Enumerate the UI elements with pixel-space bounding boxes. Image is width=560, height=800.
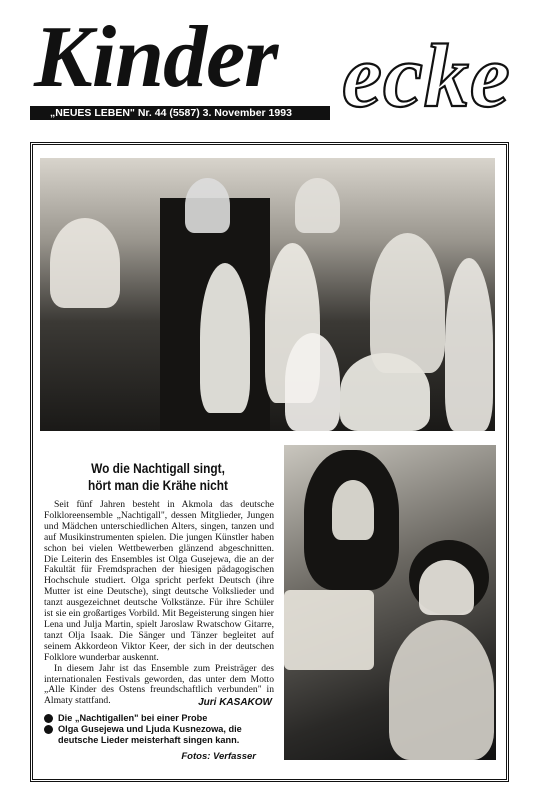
headline-line-2: hört man die Krähe nicht — [88, 478, 228, 493]
masthead-title-kinder: Kinder — [34, 9, 278, 106]
photo-figure — [389, 620, 494, 760]
caption-item — [44, 713, 276, 724]
photo-figure — [295, 178, 340, 233]
woman-and-girl-photo — [284, 445, 496, 760]
article-paragraph-1: Seit fünf Jahren besteht in Akmola das deutsche Folkloreensemble „Nachtigall", dessen Mitglieder, Jungen und Mädchen unterschiedlichen Alters, singen, tanzen und auf Musikinstrumenten spielen. Die jungen Künstler haben schon bei vielen Wettbewerben glänzend abgeschnitten. Die Leiterin des Ensembles ist Olga Gusejewa, die an der Fakultät für Fremdsprachen der hiesigen pädagogischen Hochschule studiert. Olga spricht perfekt Deutsch (ihre Mutter ist eine Deutsche), singt deutsche Volkslieder und tanzt ausgezeichnet deutsche Volkstänze. Für ihre Schüler ist sie ein großartiges Vorbild. Mit Begeisterung singen hier Lena und Julja Martin, spielt Jaroslaw Rwatschow Gitarre, tanzt Olja Isaak. Die Sänger und Tänzer begleitet auf seinem Akkordeon Viktor Keer, der sich in der deutschen Folklore wunderbar auskennt. — [44, 499, 274, 663]
photo-figure — [445, 258, 493, 431]
bullet-icon — [44, 725, 53, 734]
photo-credit: Fotos: Verfasser — [181, 751, 256, 762]
photo-figure — [50, 218, 120, 308]
photo-face — [332, 480, 374, 540]
article-paragraph-2: In diesem Jahr ist das Ensemble zum Preisträger des internationalen Festivals geworden, das unter dem Motto „Alle Kinder des Ostens freundschaftlich verbunden" in Almaty stattfand. — [44, 662, 274, 707]
photo-face — [419, 560, 474, 615]
photo-figure — [200, 263, 250, 413]
bullet-icon — [44, 714, 53, 723]
article-headline — [54, 460, 262, 494]
photo-captions — [44, 713, 276, 746]
photo-book — [284, 590, 374, 670]
group-photo — [40, 158, 495, 431]
headline-line-1: Wo die Nachtigall singt, — [91, 461, 225, 476]
caption-item — [44, 724, 276, 746]
photo-figure — [285, 333, 340, 431]
issue-line: „NEUES LEBEN" Nr. 44 (5587) 3. November 1993 — [30, 106, 330, 120]
article-body — [44, 500, 274, 707]
caption-1: Die „Nachtigallen" bei einer Probe — [58, 713, 208, 723]
caption-2: Olga Gusejewa und Ljuda Kusnezowa, die deutsche Lieder meisterhaft singen kann. — [58, 724, 242, 745]
photo-figure — [185, 178, 230, 233]
article-author: Juri KASAKOW — [198, 697, 272, 708]
masthead — [30, 9, 540, 126]
photo-figure — [370, 233, 445, 373]
masthead-title-ecke: ecke — [342, 27, 511, 126]
